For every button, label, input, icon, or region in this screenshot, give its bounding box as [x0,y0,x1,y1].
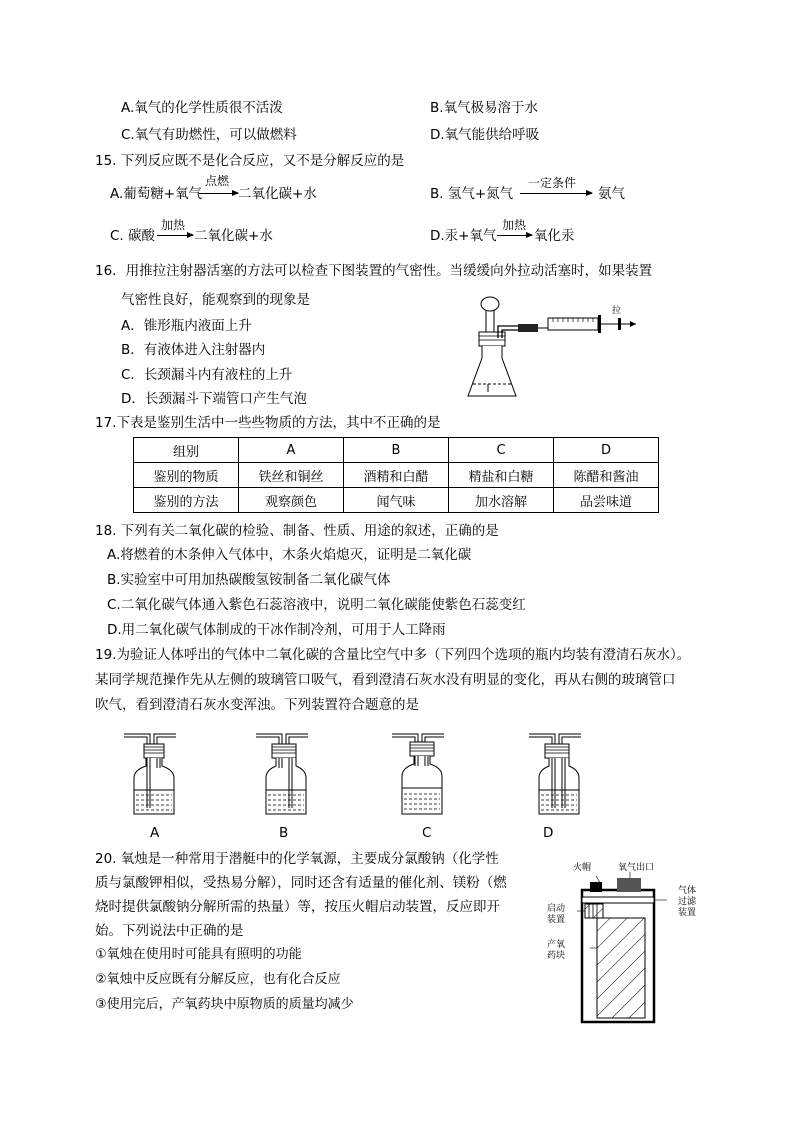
q20-fig-start-label-2: 装置 [547,915,566,925]
q14-option-b: B.氧气极易溶于水 [430,100,539,116]
table-cell: 鉴别的物质 [134,463,239,488]
q16-option-a: A．锥形瓶内液面上升 [121,318,252,334]
q18-option-b: B.实验室中可用加热碳酸氢铵制备二氧化碳气体 [107,572,391,588]
q19-bottle-a [120,728,180,820]
q16-stem-line2: 气密性良好，能观察到的现象是 [121,292,310,308]
q20-fig-filter-label-3: 装置 [678,908,697,918]
table-cell: C [449,438,554,463]
q20-fig-start-label-1: 启动 [547,904,566,914]
q18-option-c: C.二氧化碳气体通入紫色石蕊溶液中，说明二氧化碳能使紫色石蕊变红 [107,597,526,613]
q15-c-arrow [157,235,193,236]
table-cell: 品尝味道 [554,488,659,513]
q19-stem-line2: 某同学规范操作先从左侧的玻璃管口吸气，看到澄清石灰水没有明显的变化，再从右侧的玻璃管口 [95,672,676,688]
q15-a-right: 二氧化碳+水 [238,186,317,202]
table-cell: B [344,438,449,463]
table-cell: 组别 [134,438,239,463]
q15-c-left: C. 碳酸 [110,228,156,244]
q20-fig-block-label-2: 药块 [547,951,566,961]
table-cell: A [239,438,344,463]
q19-bottle-b [252,728,312,820]
table-cell: 陈醋和酱油 [554,463,659,488]
q19-stem-line1: 19.为验证人体呼出的气体中二氧化碳的含量比空气中多（下列四个选项的瓶内均装有澄清石灰水）。 [95,647,691,663]
q16-pull-label: 拉 [612,306,622,316]
q20-statement-2: ②氧烛中反应既有分解反应，也有化合反应 [95,972,341,987]
q15-stem: 15. 下列反应既不是化合反应，又不是分解反应的是 [95,153,405,169]
q18-option-d: D.用二氧化碳气体制成的干冰作制冷剂，可用于人工降雨 [107,622,446,638]
q20-fig-cap-label: 火帽 [573,863,592,873]
table-row [134,463,659,488]
q18-stem: 18. 下列有关二氧化碳的检验、制备、性质、用途的叙述，正确的是 [95,523,499,539]
q15-b-left: B. 氢气+氮气 [430,186,514,202]
table-cell: 鉴别的方法 [134,488,239,513]
q20-stem-line4: 始。下列说法中正确的是 [95,923,244,939]
q20-oxygen-candle-figure [575,868,685,1028]
q16-stem-line1: 16．用推拉注射器活塞的方法可以检查下图装置的气密性。当缓缓向外拉动活塞时，如果装置 [95,263,653,279]
q20-stem-line1: 20. 氧烛是一种常用于潜艇中的化学氧源，主要成分氯酸钠（化学性 [95,851,499,867]
q15-b-condition: 一定条件 [528,176,577,190]
q20-stem-line3: 烧时提供氯酸钠分解所需的热量）等，按压火帽启动装置，反应即开 [95,899,500,915]
q15-b-right: 氨气 [598,186,625,202]
table-cell: 闻气味 [344,488,449,513]
q20-stem-line2: 质与氯酸钾相似，受热易分解），同时还含有适量的催化剂、镁粉（燃 [95,875,507,891]
q20-fig-filter-label-1: 气体 [678,886,697,896]
table-row [134,438,659,463]
q15-a-left: A.葡萄糖+氧气 [110,186,203,202]
table-cell: D [554,438,659,463]
q20-fig-block-label-1: 产氧 [547,940,566,950]
q20-statement-1: ①氧烛在使用时可能具有照明的功能 [95,947,302,962]
table-cell: 加水溶解 [449,488,554,513]
table-cell: 观察颜色 [239,488,344,513]
q15-c-right: 二氧化碳+水 [194,228,273,244]
q19-label-a: A [150,825,160,841]
q14-option-d: D.氧气能供给呼吸 [430,127,540,143]
q15-a-condition: 点燃 [205,174,230,188]
q19-bottle-c [388,728,448,820]
q15-d-condition: 加热 [502,218,527,232]
q19-stem-line3: 吹气，看到澄清石灰水变浑浊。下列装置符合题意的是 [95,697,419,713]
q18-option-a: A.将燃着的木条伸入气体中，木条火焰熄灭，证明是二氧化碳 [107,547,472,563]
q16-option-c: C．长颈漏斗内有液柱的上升 [121,367,293,383]
table-cell: 铁丝和铜丝 [239,463,344,488]
q20-statement-3: ③使用完后，产氧药块中原物质的质量均减少 [95,997,354,1012]
q15-d-arrow [497,235,532,236]
q19-label-c: C [422,825,432,841]
q19-label-d: D [543,825,554,841]
q20-fig-outlet-label: 氧气出口 [618,863,655,873]
q14-option-a: A.氧气的化学性质很不活泼 [121,100,283,116]
q15-c-condition: 加热 [161,218,186,232]
q15-d-left: D.汞+氧气 [430,228,497,244]
q15-b-arrow [520,193,592,194]
q20-fig-filter-label-2: 过滤 [678,897,697,907]
q15-d-right: 氧化汞 [534,228,575,244]
q19-bottle-d [525,728,585,820]
q16-option-d: D．长颈漏斗下端管口产生气泡 [121,391,307,407]
table-cell: 精盐和白糖 [449,463,554,488]
table-row [134,488,659,513]
q14-option-c: C.氧气有助燃性，可以做燃料 [121,127,297,143]
q16-option-b: B．有液体进入注射器内 [121,342,266,358]
table-cell: 酒精和白醋 [344,463,449,488]
q17-table [133,437,659,513]
q15-a-arrow [199,193,238,194]
q19-label-b: B [279,825,289,841]
q17-stem: 17.下表是鉴别生活中一些些物质的方法，其中不正确的是 [95,415,441,431]
